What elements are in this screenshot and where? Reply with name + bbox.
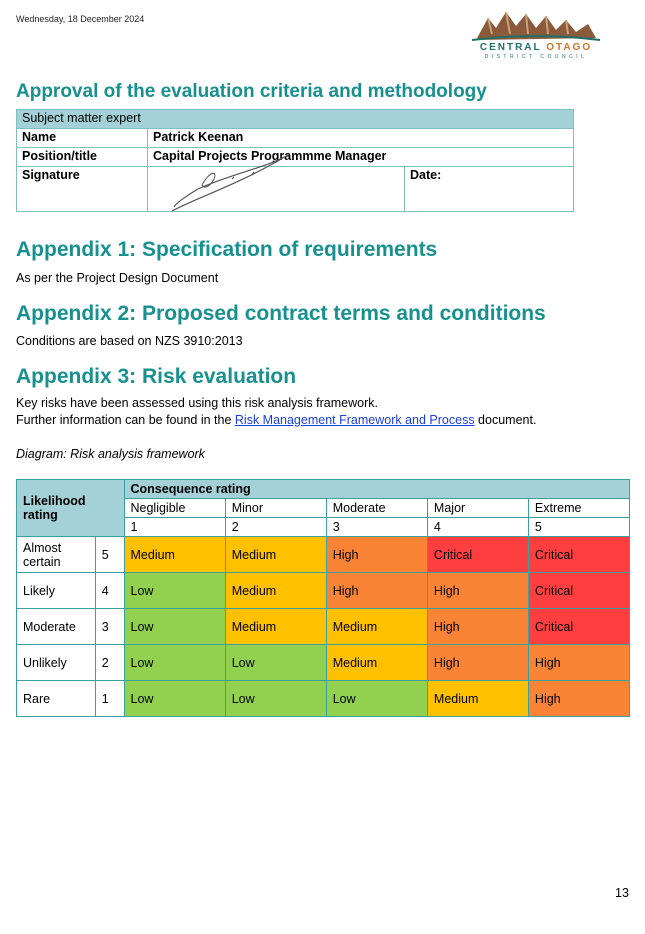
likelihood-rating-header: Likelihood rating (17, 480, 125, 537)
appendix1-heading: Appendix 1: Specification of requirements (16, 238, 438, 261)
appendix3-heading: Appendix 3: Risk evaluation (16, 365, 297, 388)
appendix2-text: Conditions are based on NZS 3910:2013 (16, 334, 243, 348)
consequence-number: 4 (427, 518, 528, 537)
consequence-label: Minor (225, 499, 326, 518)
risk-level-cell: Low (225, 681, 326, 717)
risk-level-cell: Medium (326, 645, 427, 681)
mountains-icon (470, 4, 602, 44)
risk-level-cell: Critical (528, 537, 629, 573)
consequence-number: 1 (124, 518, 225, 537)
likelihood-number: 1 (95, 681, 124, 717)
risk-level-cell: High (528, 681, 629, 717)
risk-row (17, 573, 630, 609)
position-label: Position/title (17, 148, 148, 167)
risk-row (17, 537, 630, 573)
risk-level-cell: Medium (225, 573, 326, 609)
likelihood-label: Likely (17, 573, 96, 609)
risk-level-cell: Medium (225, 609, 326, 645)
risk-level-cell: Medium (326, 609, 427, 645)
consequence-number: 2 (225, 518, 326, 537)
risk-level-cell: Low (124, 573, 225, 609)
consequence-label: Extreme (528, 499, 629, 518)
page-number: 13 (615, 886, 629, 900)
risk-level-cell: High (427, 609, 528, 645)
consequence-number: 3 (326, 518, 427, 537)
handwritten-signature (168, 145, 308, 217)
risk-level-cell: Low (225, 645, 326, 681)
likelihood-number: 3 (95, 609, 124, 645)
risk-level-cell: Medium (225, 537, 326, 573)
consequence-label: Major (427, 499, 528, 518)
subject-matter-expert-label: Subject matter expert (17, 110, 574, 129)
document-date: Wednesday, 18 December 2024 (16, 14, 145, 24)
signature-label: Signature (17, 167, 148, 212)
appendix3-line2 (16, 413, 536, 427)
logo-text-central: CENTRAL (479, 42, 542, 53)
risk-row (17, 645, 630, 681)
risk-level-cell: High (528, 645, 629, 681)
risk-level-cell: High (326, 573, 427, 609)
risk-level-cell: Low (124, 681, 225, 717)
risk-row (17, 609, 630, 645)
appendix3-line2-prefix: Further information can be found in the (16, 413, 235, 427)
appendix2-heading: Appendix 2: Proposed contract terms and conditions (16, 302, 546, 325)
risk-level-cell: Low (326, 681, 427, 717)
likelihood-label: Unlikely (17, 645, 96, 681)
risk-row (17, 681, 630, 717)
appendix3-line2-suffix: document. (474, 413, 537, 427)
risk-matrix-table (16, 479, 630, 717)
risk-level-cell: Medium (427, 681, 528, 717)
risk-level-cell: Low (124, 645, 225, 681)
likelihood-number: 4 (95, 573, 124, 609)
date-label: Date: (405, 167, 574, 212)
risk-level-cell: Critical (427, 537, 528, 573)
risk-level-cell: Low (124, 609, 225, 645)
likelihood-number: 5 (95, 537, 124, 573)
diagram-caption: Diagram: Risk analysis framework (16, 447, 205, 461)
risk-header-row (17, 480, 630, 499)
likelihood-number: 2 (95, 645, 124, 681)
consequence-number: 5 (528, 518, 629, 537)
appendix1-text: As per the Project Design Document (16, 271, 219, 285)
risk-level-cell: High (427, 645, 528, 681)
risk-level-cell: High (427, 573, 528, 609)
likelihood-label: Moderate (17, 609, 96, 645)
likelihood-label: Almost certain (17, 537, 96, 573)
risk-level-cell: Medium (124, 537, 225, 573)
logo-text-otago: OTAGO (546, 42, 593, 53)
consequence-rating-header: Consequence rating (124, 480, 630, 499)
approval-heading: Approval of the evaluation criteria and methodology (16, 81, 487, 102)
consequence-label: Moderate (326, 499, 427, 518)
risk-level-cell: Critical (528, 573, 629, 609)
council-logo (470, 4, 602, 62)
appendix3-line1: Key risks have been assessed using this risk analysis framework. (16, 396, 378, 410)
consequence-label: Negligible (124, 499, 225, 518)
name-label: Name (17, 129, 148, 148)
risk-level-cell: High (326, 537, 427, 573)
logo-subtitle: DISTRICT COUNCIL (484, 54, 588, 60)
risk-framework-link[interactable]: Risk Management Framework and Process (234, 413, 475, 427)
position-value: Capital Projects Programmme Manager (148, 148, 574, 167)
likelihood-label: Rare (17, 681, 96, 717)
risk-level-cell: Critical (528, 609, 629, 645)
name-value: Patrick Keenan (148, 129, 574, 148)
